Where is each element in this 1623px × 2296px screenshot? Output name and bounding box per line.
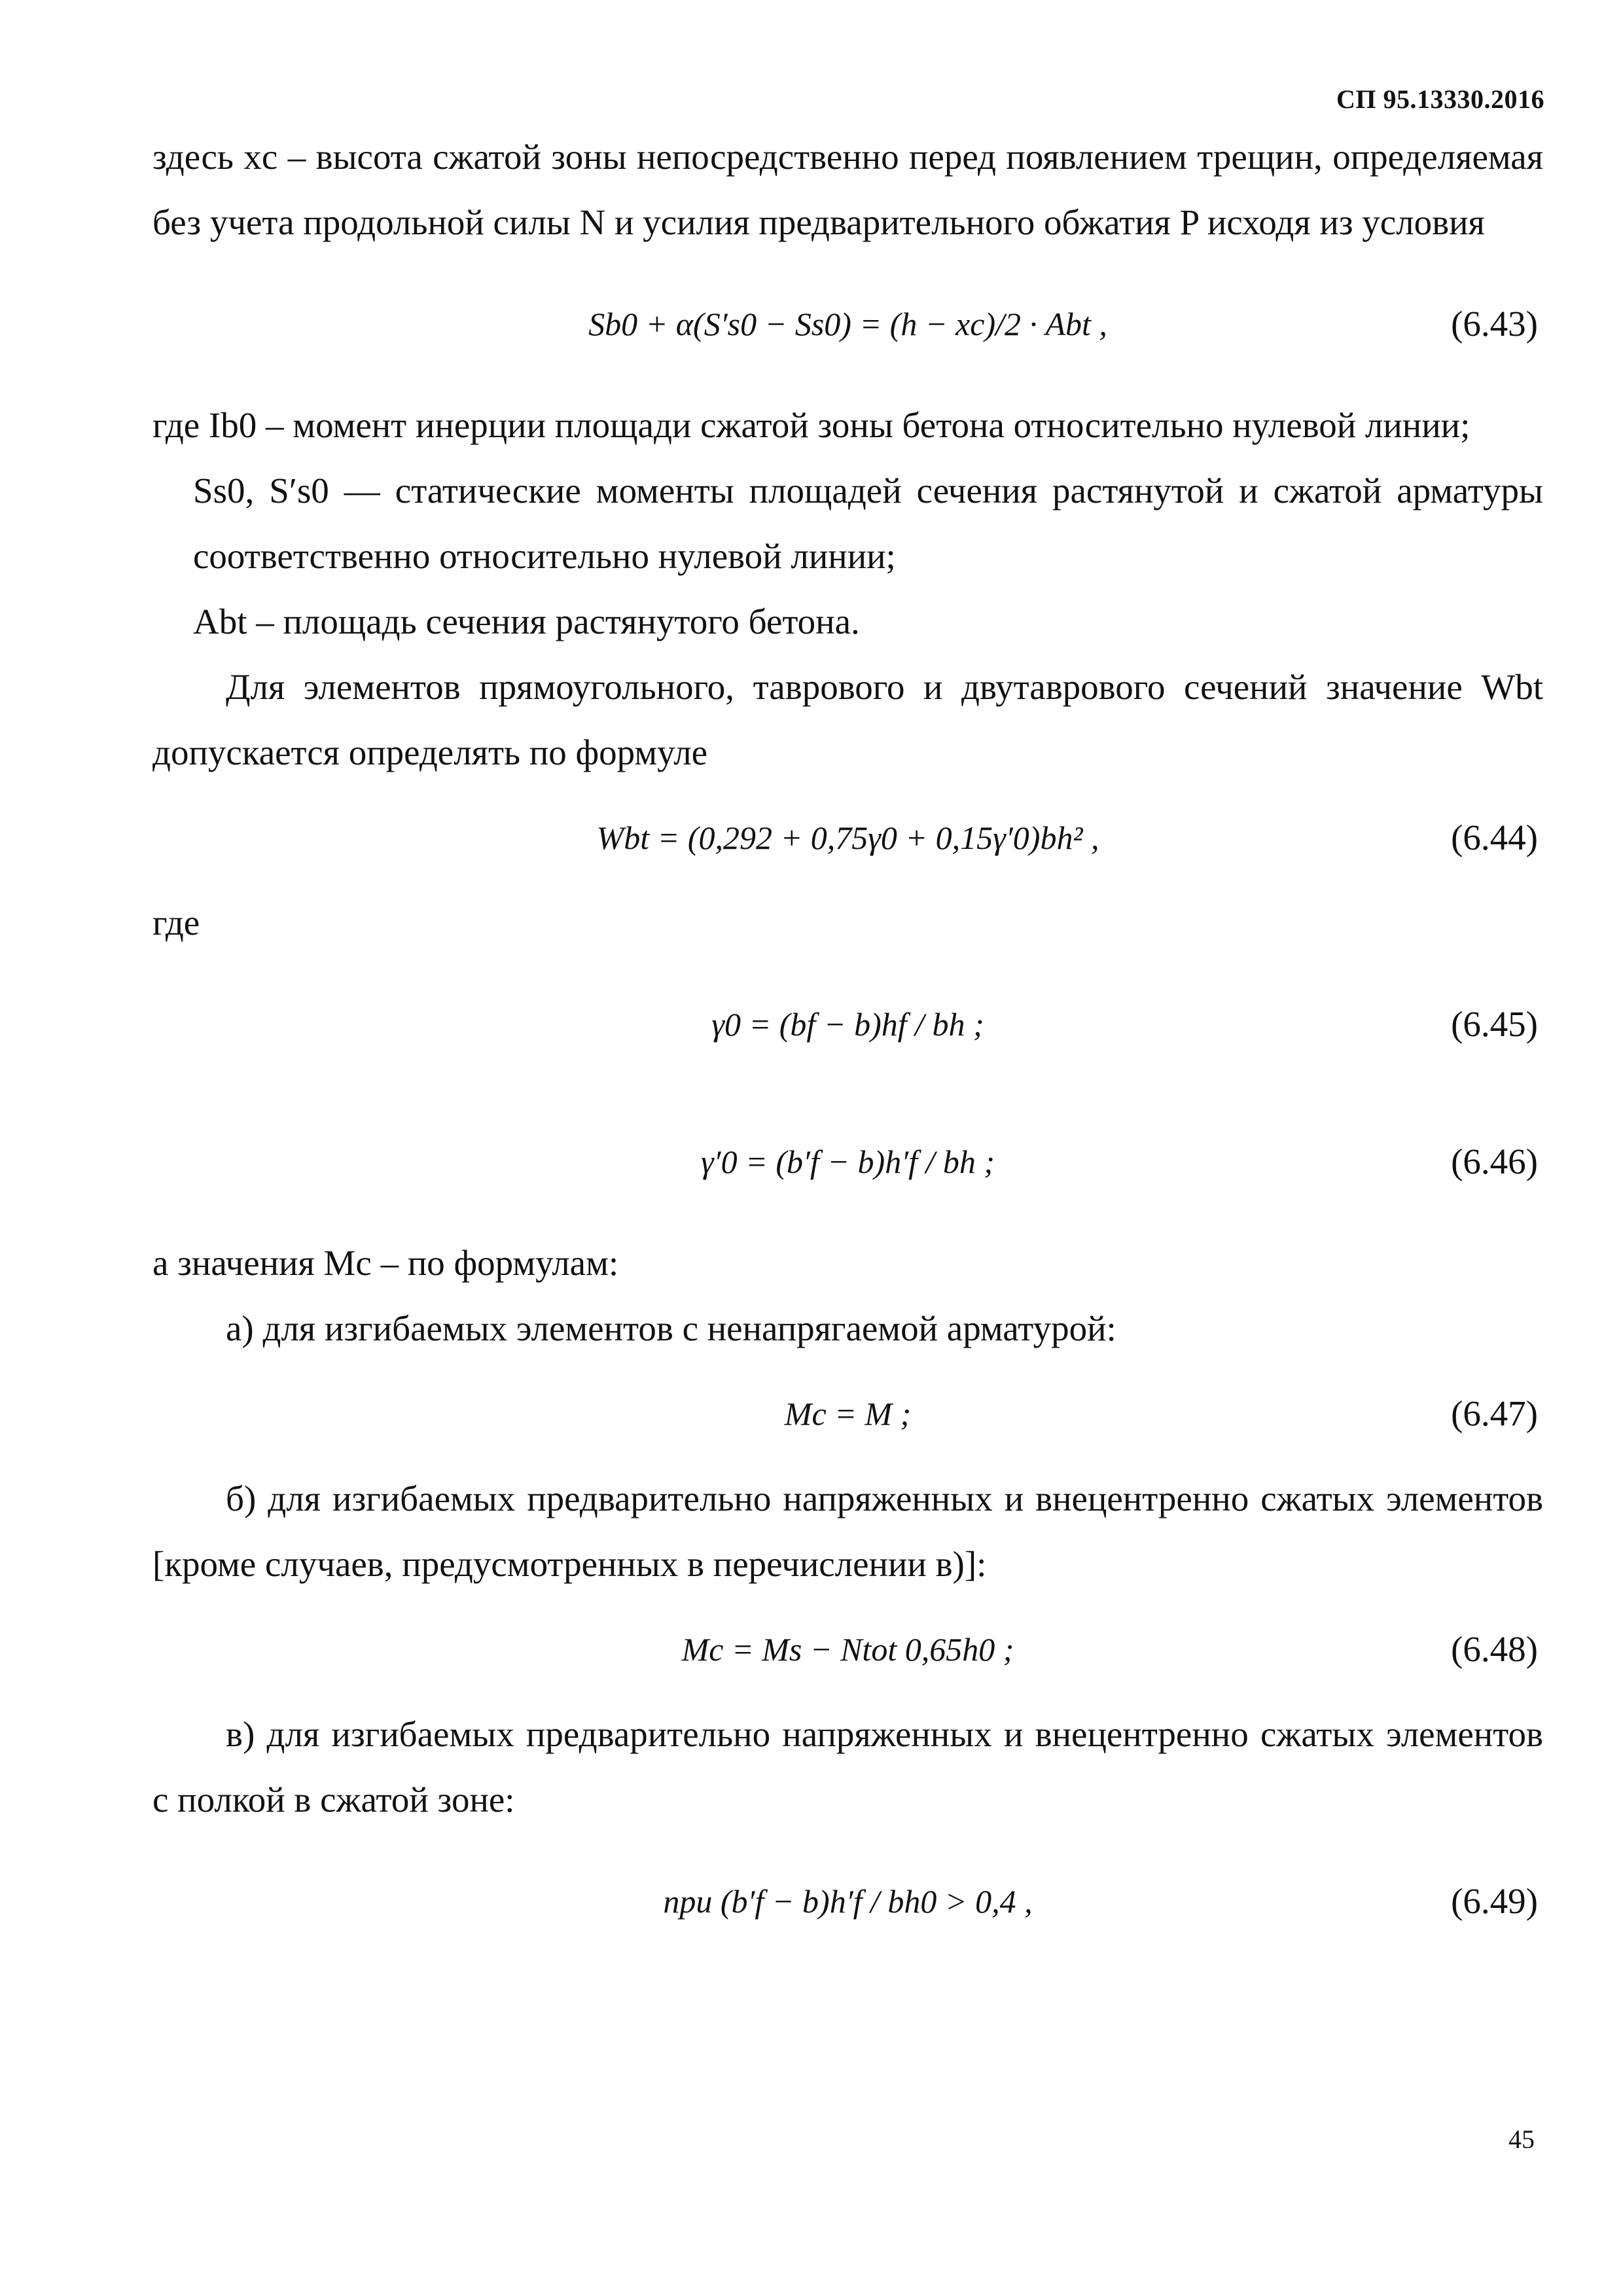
item-v: в) для изгибаемых предварительно напряженных и внецентренно сжатых элементов с полкой в сжатой зоне: (152, 1714, 1543, 1820)
where-label: где (152, 903, 200, 942)
formula-expression: γ0 = (bf − b)hf / bh ; (711, 1006, 984, 1043)
page-number: 45 (1508, 2125, 1535, 2154)
formula-6-49 (152, 1833, 1543, 1970)
formula-expression: при (b′f − b)h′f / bh0 > 0,4 , (663, 1883, 1033, 1920)
definition-abt: Abt – площадь сечения растянутого бетона. (193, 601, 860, 641)
formula-6-48 (152, 1597, 1543, 1702)
definition-ss0: Ss0, S′s0 — статические моменты площадей сечения растянутой и сжатой арматуры соответственно относительно нулевой линии; (193, 471, 1543, 576)
document-code-header: СП 95.13330.2016 (1336, 84, 1544, 114)
formula-number: (6.47) (1451, 1393, 1538, 1433)
formula-expression: Mc = M ; (784, 1395, 912, 1432)
formula-number: (6.46) (1451, 1141, 1538, 1181)
formula-number: (6.45) (1451, 1004, 1538, 1044)
page-body (152, 124, 1543, 1970)
definition-ib0: где Ib0 – момент инерции площади сжатой зоны бетона относительно нулевой линии; (152, 405, 1471, 445)
formula-expression: γ′0 = (b′f − b)h′f / bh ; (700, 1143, 995, 1180)
item-b: б) для изгибаемых предварительно напряженных и внецентренно сжатых элементов [кроме случаев, предусмотренных в перечислении в)]: (152, 1479, 1543, 1584)
paragraph-mc-intro: а значения Mc – по формулам: (152, 1243, 619, 1283)
formula-number: (6.43) (1451, 304, 1538, 344)
formula-expression: Mc = Ms − Ntot 0,65h0 ; (681, 1631, 1014, 1668)
formula-6-47 (152, 1361, 1543, 1466)
formula-6-46 (152, 1093, 1543, 1230)
item-a: а) для изгибаемых элементов с ненапрягаемой арматурой: (226, 1308, 1116, 1348)
formula-6-44 (152, 785, 1543, 890)
formula-number: (6.48) (1451, 1629, 1538, 1669)
formula-6-43 (152, 255, 1543, 393)
formula-6-45 (152, 956, 1543, 1093)
formula-expression: Sb0 + α(S′s0 − Ss0) = (h − xc)/2 · Abt , (588, 306, 1107, 342)
formula-number: (6.44) (1451, 817, 1538, 857)
formula-expression: Wbt = (0,292 + 0,75γ0 + 0,15γ′0)bh² , (596, 819, 1099, 856)
paragraph-wbt-intro: Для элементов прямоугольного, таврового и двутаврового сечений значение Wbt допускается определять по формуле (152, 667, 1543, 772)
paragraph-xc-definition: здесь xc – высота сжатой зоны непосредственно перед появлением трещин, определяемая без учета продольной силы N и усилия предварительного обжатия P исходя из условия (152, 137, 1543, 242)
formula-number: (6.49) (1451, 1881, 1538, 1921)
